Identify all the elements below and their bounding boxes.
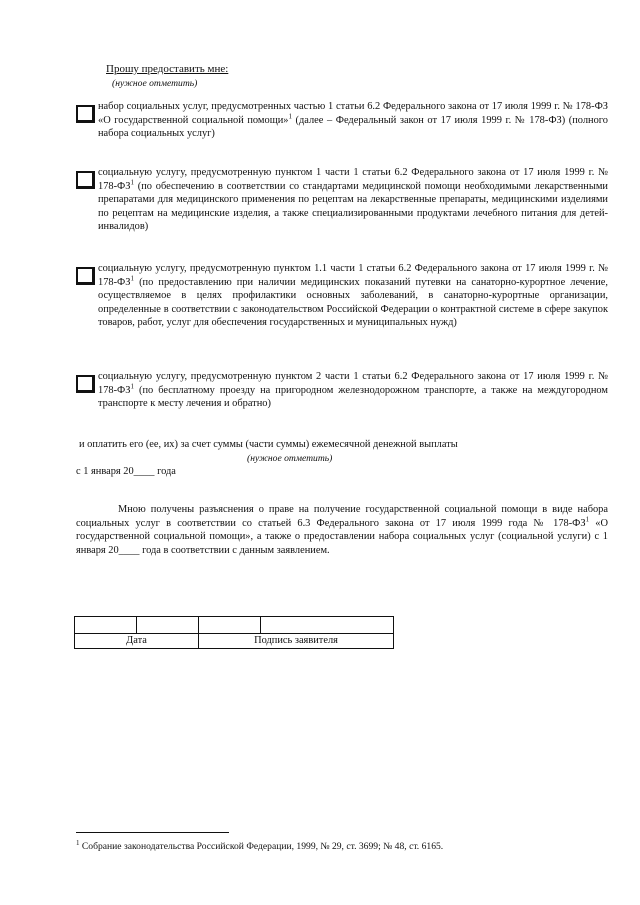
footnote: $^1$ Собрание законодательства Российской Федерации, 1999, № 29, ст. 3699; № 48, ст. 6165. [76,838,444,852]
option-full-set-checkbox[interactable] [76,105,95,123]
heading-note: (нужное отметить) [112,78,198,89]
date-cell-right[interactable] [137,617,199,634]
option-medicines-checkbox[interactable] [76,171,95,189]
option-sanatorium-text: социальную услугу, предусмотренную пунктом 1.1 части 1 статьи 6.2 Федерального закона от 17 июля 1999 г. № $178-ФЗ^1$ (по предоставлению при наличии медицинских показаний путевки на санаторно-курортное лечение, осуществляемое в целях профилактики основных заболеваний, в санаторно-курортные организации, определенные в соответствии с законодательством Российской Федерации о контрактной системе в сфере закупок товаров, работ, услуг для обеспечения государственных и муниципальных нужд) [98,263,608,329]
signature-table [74,616,394,649]
request-heading: Прошу предоставить мне: [106,63,229,75]
payment-note: (нужное отметить) [247,453,333,464]
signature-label-row [75,634,394,649]
date-cell-left[interactable] [75,617,137,634]
acknowledgement-paragraph: Мною получены разъяснения о праве на получение государственной социальной помощи в виде набора социальных услуг в соответствии со статьей 6.3 Федерального закона от 17 июля 1999 года № $178-ФЗ^1$ «О государственной социальной помощи», а также о предоставлении набора социальных услуг (социальной услуги) с 1 января 20____ года в соответствии с данным заявлением. [76,504,608,556]
option-sanatorium-checkbox[interactable] [76,267,95,285]
option-medicines-text: социальную услугу, предусмотренную пунктом 1 части 1 статьи 6.2 Федерального закона от 17 июля 1999 г. № $178-ФЗ^1$ (по обеспечению в соответствии со стандартами медицинской помощи необходимыми лекарственными препаратами для медицинского применения по рецептам на лекарственные препараты, медицинскими изделиями по рецептам на медицинские изделия, а также специализированными продуктами лечебного питания для детей-инвалидов) [98,167,608,233]
footnote-divider [76,832,229,833]
option-travel-text: социальную услугу, предусмотренную пунктом 2 части 1 статьи 6.2 Федерального закона от 17 июля 1999 г. № $178-ФЗ^1$ (по бесплатному проезду на пригородном железнодорожном транспорте, а также на междугородном транспорте к месту лечения и обратно) [98,371,608,410]
signature-input-row [75,617,394,634]
payment-text: и оплатить его (ее, их) за счет суммы (части суммы) ежемесячной денежной выплаты [79,439,458,450]
date-label: Дата [75,634,199,649]
signature-cell-left[interactable] [199,617,261,634]
signature-label: Подпись заявителя [199,634,394,649]
signature-cell-right[interactable] [261,617,394,634]
option-travel-checkbox[interactable] [76,375,95,393]
start-date-line: с 1 января 20____ года [76,466,176,477]
option-full-set-text: набор социальных услуг, предусмотренных частью 1 статьи 6.2 Федерального закона от 17 июля 1999 г. № 178-ФЗ «О государственной социальной помощи»$^1$ (далее – Федеральный закон от 17 июля 1999 г. № 178-ФЗ) (полного набора социальных услуг) [98,101,608,140]
